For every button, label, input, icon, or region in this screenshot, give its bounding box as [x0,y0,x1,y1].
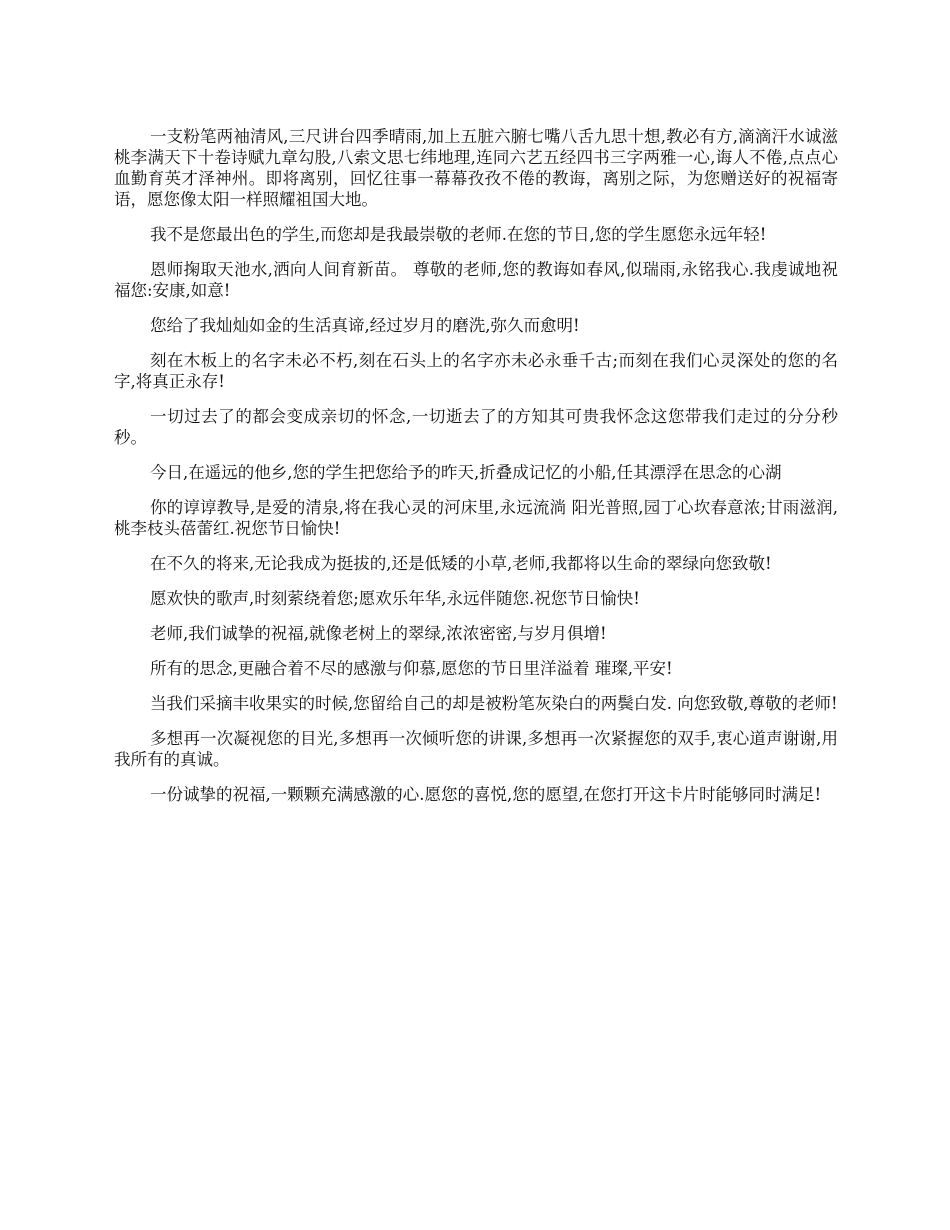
paragraph-7: 今日,在遥远的他乡,您的学生把您给予的昨天,折叠成记忆的小船,任其漂浮在思念的心湖 [150,463,782,482]
paragraph-8: 你的谆谆教导,是爱的清泉,将在我心灵的河床里,永远流淌 阳光普照,园丁心坎春意浓;甘雨滋润,桃李枝头蓓蕾红.祝您节日愉快! [114,498,838,538]
paragraph-2: 我不是您最出色的学生,而您却是我最崇敬的老师.在您的节日,您的学生愿您永远年轻! [150,225,767,244]
paragraph-13: 当我们采摘丰收果实的时候,您留给自己的却是被粉笔灰染白的两鬓白发. 向您致敬,尊敬的老师! [150,694,838,713]
paragraph-14: 多想再一次凝视您的目光,多想再一次倾听您的讲课,多想再一次紧握您的双手,衷心道声谢谢,用我所有的真诚。 [114,729,838,769]
document-page [114,126,838,819]
paragraph-10: 愿欢快的歌声,时刻萦绕着您;愿欢乐年华,永远伴随您.祝您节日愉快! [150,589,640,608]
paragraph-3: 恩师掬取天池水,洒向人间育新苗。 尊敬的老师,您的教诲如春风,似瑞雨,永铭我心.我虔诚地祝福您:安康,如意! [114,260,838,300]
paragraph-6: 一切过去了的都会变成亲切的怀念,一切逝去了的方知其可贵我怀念这您带我们走过的分分秒秒。 [114,407,838,447]
paragraph-11: 老师,我们诚挚的祝福,就像老树上的翠绿,浓浓密密,与岁月俱增! [150,624,607,643]
paragraph-1: 一支粉笔两袖清风,三尺讲台四季晴雨,加上五脏六腑七嘴八舌九思十想,教必有方,滴滴汗水诚滋桃李满天下十卷诗赋九章勾股,八索文思七纬地理,连同六艺五经四书三字两雅一心,诲人不倦,点点心血勤育英才泽神州。即将离别，回忆往事一幕幕孜孜不倦的教诲，离别之际，为您赠送好的祝福寄语，愿您像太阳一样照耀祖国大地。 [114,127,838,209]
paragraph-4: 您给了我灿灿如金的生活真谛,经过岁月的磨洗,弥久而愈明! [150,316,580,335]
paragraph-15: 一份诚挚的祝福,一颗颗充满感激的心.愿您的喜悦,您的愿望,在您打开这卡片时能够同时满足! [150,785,822,804]
paragraph-5: 刻在木板上的名字未必不朽,刻在石头上的名字亦未必永垂千古;而刻在我们心灵深处的您的名字,将真正永存! [114,351,838,391]
paragraph-12: 所有的思念,更融合着不尽的感激与仰慕,愿您的节日里洋溢着 璀璨,平安! [150,659,673,678]
paragraph-9: 在不久的将来,无论我成为挺拔的,还是低矮的小草,老师,我都将以生命的翠绿向您致敬! [150,554,772,573]
